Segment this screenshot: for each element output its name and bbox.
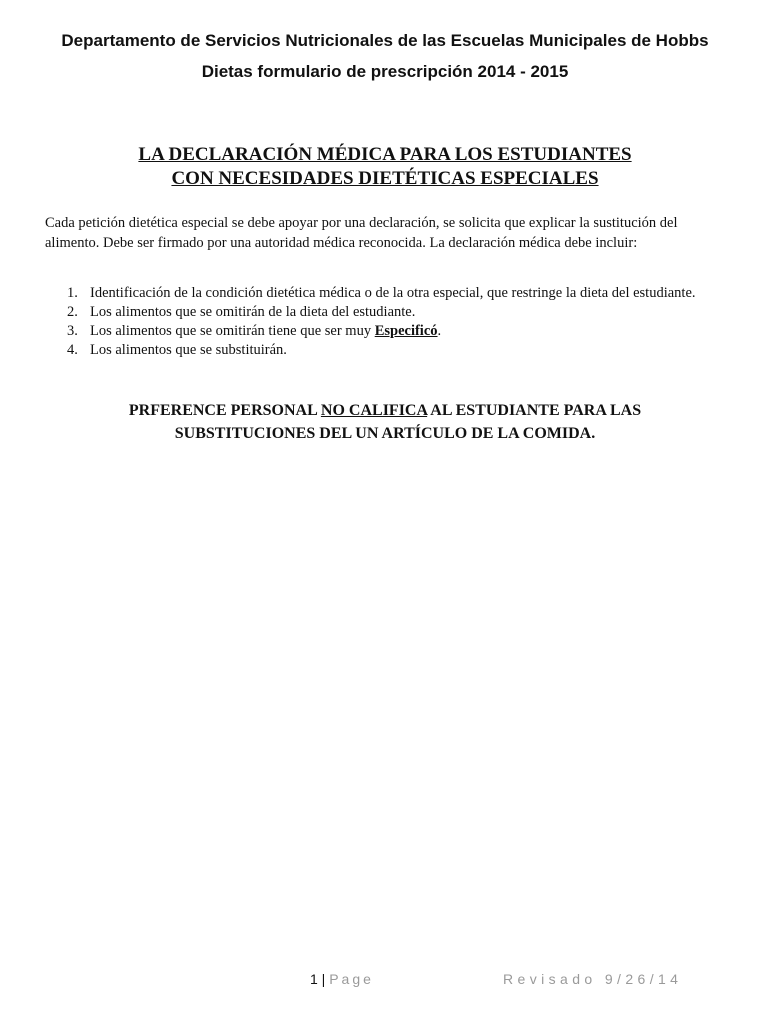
list-item-number: 4. <box>67 342 78 358</box>
emphasized-word: Especificó <box>374 323 438 339</box>
page-separator: | <box>317 971 330 987</box>
page-label: Page <box>329 971 374 987</box>
revision-date: Revisado 9/26/14 <box>503 971 683 987</box>
document-title-line1: LA DECLARACIÓN MÉDICA PARA LOS ESTUDIANTES <box>138 144 632 165</box>
personal-preference-notice <box>0 399 770 445</box>
notice-line1 <box>0 399 770 422</box>
list-item <box>45 322 725 341</box>
notice-emphasis: NO CALIFICA <box>320 402 428 419</box>
notice-text: PRFERENCE PERSONAL <box>128 402 321 419</box>
form-subheading: Dietas formulario de prescripción 2014 - 2015 <box>201 62 569 81</box>
requirements-list <box>45 284 725 360</box>
list-item-text: Identificación de la condición dietética médica o de la otra especial, que restringe la dieta del estudiante. <box>90 285 696 301</box>
notice-line2: SUBSTITUCIONES DEL UN ARTÍCULO DE LA COMIDA. <box>174 425 596 442</box>
list-item-text: Los alimentos que se omitirán de la dieta del estudiante. <box>90 304 416 320</box>
list-item <box>45 284 725 303</box>
list-item <box>45 303 725 322</box>
list-item-text: Los alimentos que se omitirán tiene que ser muy <box>90 323 375 339</box>
list-item-number: 1. <box>67 285 78 301</box>
list-item-number: 3. <box>67 323 78 339</box>
list-item-text-end: . <box>437 323 442 339</box>
page-number: 1 <box>310 971 318 987</box>
list-item <box>45 341 725 360</box>
intro-paragraph: Cada petición dietética especial se debe apoyar por una declaración, se solicita que explicar la sustitución del alimento. Debe ser firmado por una autoridad médica reconocida. La declaración médica debe incluir: <box>45 215 678 251</box>
document-title-line2: CON NECESIDADES DIETÉTICAS ESPECIALES <box>171 168 599 189</box>
page-footer <box>310 970 374 988</box>
list-item-text: Los alimentos que se substituirán. <box>90 342 287 358</box>
list-item-number: 2. <box>67 304 78 320</box>
department-heading: Departamento de Servicios Nutricionales de las Escuelas Municipales de Hobbs <box>61 31 709 50</box>
notice-text-end: AL ESTUDIANTE PARA LAS <box>427 402 642 419</box>
